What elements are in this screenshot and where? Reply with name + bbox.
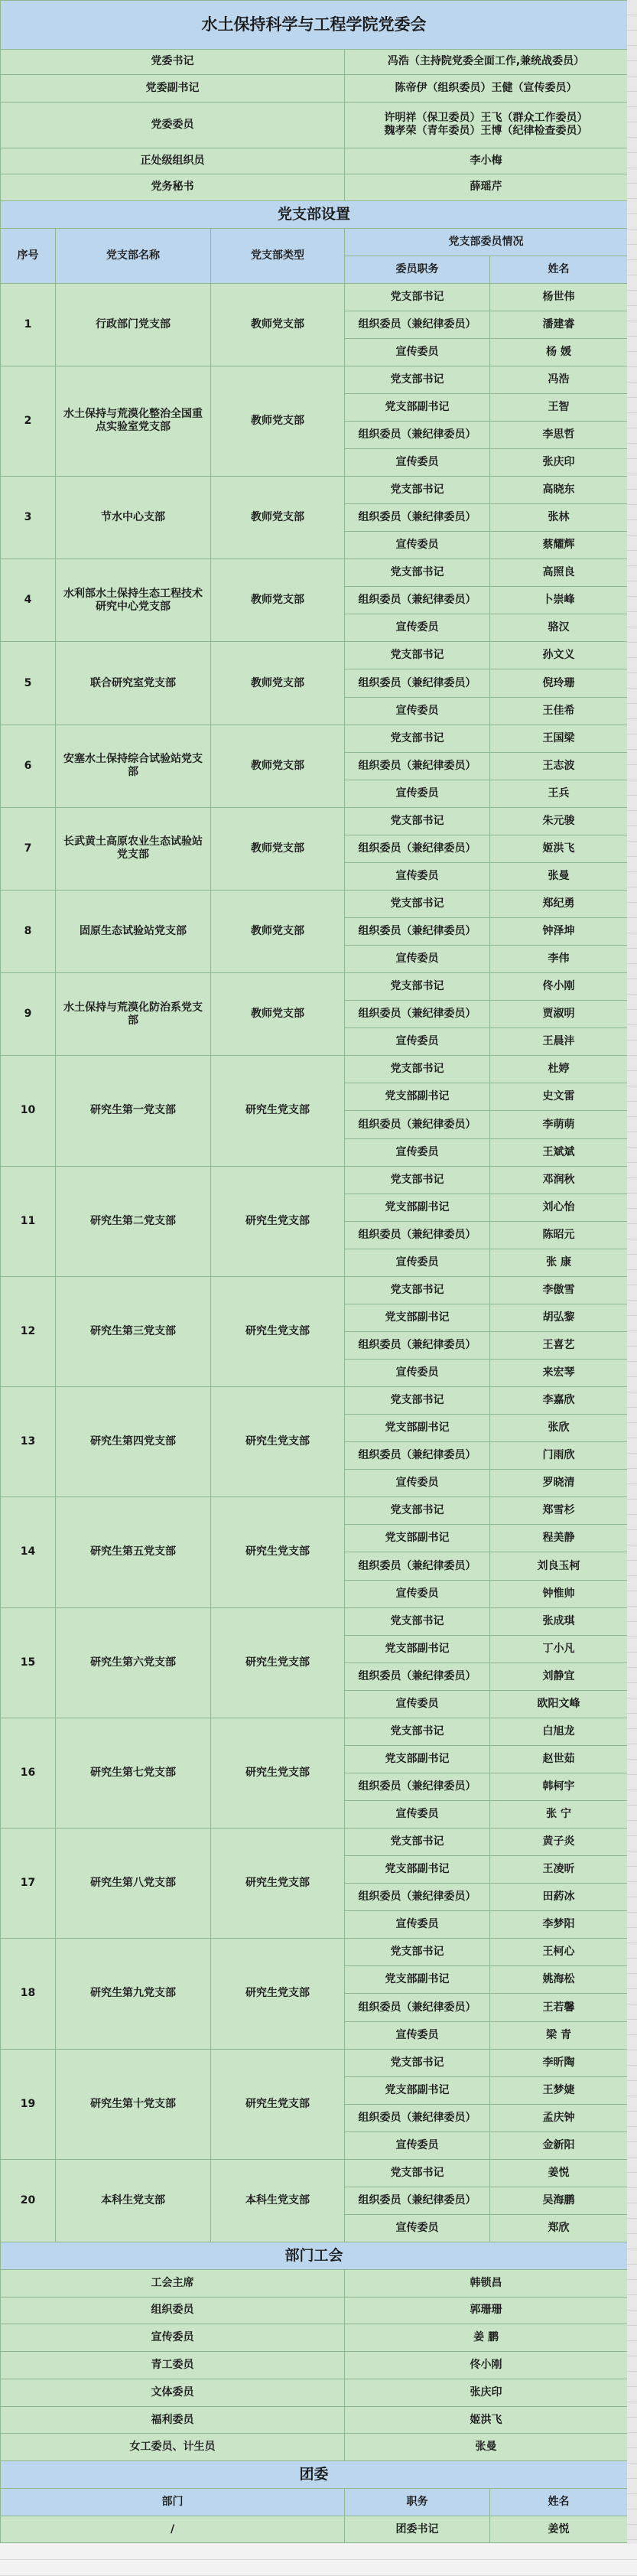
- member-person: 倪玲珊: [490, 669, 628, 697]
- member-person: 贾淑明: [490, 1001, 628, 1028]
- member-person: 欧阳文峰: [490, 1690, 628, 1718]
- member-person: 姜悦: [490, 2159, 628, 2187]
- branch-type: 研究生党支部: [211, 1497, 345, 1607]
- member-person: 高照良: [490, 559, 628, 587]
- branch-type: 教师党支部: [211, 807, 345, 890]
- branch-member-row: [1, 1276, 628, 1304]
- section-row: [1, 2461, 628, 2489]
- branch-member-row: [1, 1829, 628, 1856]
- committee-row: [1, 148, 628, 174]
- branch-type: 研究生党支部: [211, 1718, 345, 1828]
- committee-role: 党委副书记: [1, 75, 345, 103]
- committee-role: 党务秘书: [1, 174, 345, 201]
- member-person: 黄子炎: [490, 1829, 628, 1856]
- branch-member-row: [1, 366, 628, 393]
- branch-no: 19: [1, 2049, 56, 2159]
- header-position: 委员职务: [345, 256, 490, 283]
- branch-name: 长武黄土高原农业生态试验站党支部: [56, 807, 211, 890]
- member-position: 宣传委员: [345, 448, 490, 476]
- member-person: 姚海松: [490, 1966, 628, 1994]
- member-position: 宣传委员: [345, 1028, 490, 1056]
- member-person: 李伟: [490, 946, 628, 973]
- union-person: 姜 鹏: [345, 2324, 628, 2352]
- branch-type: 教师党支部: [211, 366, 345, 476]
- member-person: 张林: [490, 504, 628, 532]
- member-person: 刘心怡: [490, 1194, 628, 1221]
- union-row: [1, 2352, 628, 2379]
- section-row: [1, 2242, 628, 2270]
- member-position: 党支部书记: [345, 890, 490, 917]
- member-position: 组织委员（兼纪律委员）: [345, 1994, 490, 2021]
- member-person: 王智: [490, 393, 628, 421]
- committee-members: [345, 75, 628, 103]
- branch-member-row: [1, 973, 628, 1001]
- branch-name: 本科生党支部: [56, 2159, 211, 2242]
- branch-name: 研究生第十党支部: [56, 2049, 211, 2159]
- union-row: [1, 2324, 628, 2352]
- member-person: 梁 青: [490, 2021, 628, 2049]
- member-position: 宣传委员: [345, 338, 490, 366]
- member-position: 组织委员（兼纪律委员）: [345, 1001, 490, 1028]
- branch-no: 5: [1, 642, 56, 725]
- member-position: 党支部书记: [345, 366, 490, 393]
- union-role: 女工委员、计生员: [1, 2434, 345, 2461]
- member-position: 党支部书记: [345, 2159, 490, 2187]
- member-position: 党支部副书记: [345, 1083, 490, 1111]
- union-row: [1, 2379, 628, 2406]
- branch-name: 研究生第六党支部: [56, 1607, 211, 1718]
- member-position: 党支部书记: [345, 1939, 490, 1966]
- union-row: [1, 2269, 628, 2297]
- member-person: 史文雷: [490, 1083, 628, 1111]
- member-person: 潘建睿: [490, 311, 628, 338]
- branch-section-title: 党支部设置: [1, 201, 628, 229]
- branch-type: 教师党支部: [211, 890, 345, 972]
- committee-members: [345, 174, 628, 201]
- member-person: 杨 媛: [490, 338, 628, 366]
- branch-name: 研究生第五党支部: [56, 1497, 211, 1607]
- committee-members-line: 冯浩（主持院党委全面工作,兼统战委员）: [387, 55, 585, 68]
- branch-no: 10: [1, 1056, 56, 1166]
- member-person: 邓润秋: [490, 1166, 628, 1194]
- member-position: 党支部副书记: [345, 1635, 490, 1663]
- member-person: 郑欣: [490, 2214, 628, 2242]
- header-committee: 党支部委员情况: [345, 229, 628, 256]
- member-position: 组织委员（兼纪律委员）: [345, 2187, 490, 2214]
- committee-members-line: 薛瑶芹: [470, 181, 502, 194]
- union-person: 姬洪飞: [345, 2406, 628, 2434]
- member-position: 党支部书记: [345, 973, 490, 1001]
- member-person: 王志波: [490, 752, 628, 780]
- member-person: 白旭龙: [490, 1718, 628, 1745]
- branch-name: 研究生第三党支部: [56, 1276, 211, 1386]
- committee-members: [345, 103, 628, 148]
- branch-name: 固原生态试验站党支部: [56, 890, 211, 972]
- member-person: 韩柯宇: [490, 1773, 628, 1800]
- member-position: 组织委员（兼纪律委员）: [345, 587, 490, 614]
- title-row: [1, 1, 628, 50]
- branch-name: 研究生第二党支部: [56, 1166, 211, 1276]
- branch-header-row: [1, 229, 628, 256]
- member-person: 张 康: [490, 1249, 628, 1276]
- member-person: 李傲雪: [490, 1276, 628, 1304]
- union-row: [1, 2406, 628, 2434]
- branch-name: 水利部水土保持生态工程技术研究中心党支部: [56, 559, 211, 642]
- member-person: 张 宁: [490, 1801, 628, 1829]
- member-person: 李萌萌: [490, 1111, 628, 1138]
- member-position: 党支部书记: [345, 559, 490, 587]
- member-position: 组织委员（兼纪律委员）: [345, 918, 490, 946]
- member-position: 党支部副书记: [345, 393, 490, 421]
- member-position: 宣传委员: [345, 2021, 490, 2049]
- committee-row: [1, 174, 628, 201]
- member-person: 姬洪飞: [490, 835, 628, 862]
- member-position: 党支部副书记: [345, 2076, 490, 2104]
- member-position: 党支部书记: [345, 1497, 490, 1525]
- member-person: 卜崇峰: [490, 587, 628, 614]
- branch-member-row: [1, 477, 628, 504]
- branch-no: 12: [1, 1276, 56, 1386]
- union-person: 张庆印: [345, 2379, 628, 2406]
- branch-no: 17: [1, 1829, 56, 1939]
- branch-no: 18: [1, 1939, 56, 2049]
- member-position: 宣传委员: [345, 946, 490, 973]
- member-position: 组织委员（兼纪律委员）: [345, 1331, 490, 1359]
- member-person: 佟小刚: [490, 973, 628, 1001]
- branch-no: 6: [1, 725, 56, 807]
- branch-type: 教师党支部: [211, 642, 345, 725]
- union-person: 郭珊珊: [345, 2297, 628, 2324]
- member-person: 冯浩: [490, 366, 628, 393]
- section-row: [1, 201, 628, 229]
- header-branch-name: 党支部名称: [56, 229, 211, 284]
- branch-member-row: [1, 642, 628, 669]
- branch-member-row: [1, 1056, 628, 1083]
- member-person: 王若馨: [490, 1994, 628, 2021]
- member-person: 张庆印: [490, 448, 628, 476]
- member-position: 宣传委员: [345, 532, 490, 559]
- branch-member-row: [1, 559, 628, 587]
- league-header-row: [1, 2488, 628, 2516]
- branch-name: 水土保持与荒漠化整治全国重点实验室党支部: [56, 366, 211, 476]
- member-person: 刘静宜: [490, 1663, 628, 1690]
- branch-type: 研究生党支部: [211, 1056, 345, 1166]
- member-person: 骆汉: [490, 614, 628, 642]
- member-person: 丁小凡: [490, 1635, 628, 1663]
- member-person: 吴海鹏: [490, 2187, 628, 2214]
- member-person: 王晨沣: [490, 1028, 628, 1056]
- member-position: 党支部书记: [345, 283, 490, 311]
- member-person: 钟泽坤: [490, 918, 628, 946]
- branch-member-row: [1, 1939, 628, 1966]
- member-position: 宣传委员: [345, 780, 490, 807]
- branch-no: 7: [1, 807, 56, 890]
- header-no: 序号: [1, 229, 56, 284]
- member-person: 高晓东: [490, 477, 628, 504]
- branch-type: 教师党支部: [211, 559, 345, 642]
- member-position: 宣传委员: [345, 1801, 490, 1829]
- member-position: 党支部书记: [345, 477, 490, 504]
- union-role: 宣传委员: [1, 2324, 345, 2352]
- branch-type: 研究生党支部: [211, 1166, 345, 1276]
- committee-members-line: 李小梅: [470, 154, 502, 167]
- branch-member-row: [1, 2159, 628, 2187]
- union-row: [1, 2434, 628, 2461]
- branch-name: 安塞水土保持综合试验站党支部: [56, 725, 211, 807]
- member-position: 党支部副书记: [345, 1194, 490, 1221]
- member-position: 党支部书记: [345, 1276, 490, 1304]
- member-position: 党支部书记: [345, 1829, 490, 1856]
- league-row: [1, 2516, 628, 2543]
- branch-type: 研究生党支部: [211, 1387, 345, 1497]
- member-position: 组织委员（兼纪律委员）: [345, 1773, 490, 1800]
- member-position: 党支部书记: [345, 1718, 490, 1745]
- committee-role: 党委书记: [1, 49, 345, 75]
- member-person: 王凌昕: [490, 1856, 628, 1884]
- branch-member-row: [1, 1607, 628, 1635]
- branch-type: 研究生党支部: [211, 1607, 345, 1718]
- union-role: 工会主席: [1, 2269, 345, 2297]
- member-position: 宣传委员: [345, 2214, 490, 2242]
- union-person: 韩锁昌: [345, 2269, 628, 2297]
- branch-member-row: [1, 283, 628, 311]
- member-position: 党支部副书记: [345, 1525, 490, 1552]
- member-person: 郑雪杉: [490, 1497, 628, 1525]
- grid-margin-right: [627, 0, 637, 2576]
- branch-no: 14: [1, 1497, 56, 1607]
- member-position: 宣传委员: [345, 697, 490, 725]
- grid-margin-bottom: [0, 2544, 637, 2576]
- branch-type: 教师党支部: [211, 283, 345, 366]
- member-position: 组织委员（兼纪律委员）: [345, 1663, 490, 1690]
- branch-no: 11: [1, 1166, 56, 1276]
- branch-type: 本科生党支部: [211, 2159, 345, 2242]
- member-position: 组织委员（兼纪律委员）: [345, 1111, 490, 1138]
- member-person: 李思哲: [490, 421, 628, 448]
- member-position: 组织委员（兼纪律委员）: [345, 504, 490, 532]
- branch-member-row: [1, 1718, 628, 1745]
- committee-row: [1, 49, 628, 75]
- member-position: 党支部书记: [345, 807, 490, 835]
- branch-no: 15: [1, 1607, 56, 1718]
- member-position: 党支部副书记: [345, 1304, 490, 1331]
- member-position: 组织委员（兼纪律委员）: [345, 1221, 490, 1249]
- member-person: 王斌斌: [490, 1138, 628, 1166]
- member-person: 张成琪: [490, 1607, 628, 1635]
- member-person: 孙文义: [490, 642, 628, 669]
- branch-member-row: [1, 1387, 628, 1415]
- branch-name: 研究生第四党支部: [56, 1387, 211, 1497]
- branch-name: 研究生第一党支部: [56, 1056, 211, 1166]
- branch-name: 节水中心支部: [56, 477, 211, 559]
- member-person: 孟庆钟: [490, 2104, 628, 2131]
- branch-type: 研究生党支部: [211, 2049, 345, 2159]
- member-position: 党支部副书记: [345, 1966, 490, 1994]
- member-position: 组织委员（兼纪律委员）: [345, 1884, 490, 1911]
- union-section-title: 部门工会: [1, 2242, 628, 2270]
- member-person: 胡弘黎: [490, 1304, 628, 1331]
- member-position: 宣传委员: [345, 1911, 490, 1939]
- member-person: 蔡耀辉: [490, 532, 628, 559]
- branch-name: 研究生第九党支部: [56, 1939, 211, 2049]
- member-position: 组织委员（兼纪律委员）: [345, 669, 490, 697]
- league-section-title: 团委: [1, 2461, 628, 2489]
- member-position: 宣传委员: [345, 614, 490, 642]
- branch-no: 20: [1, 2159, 56, 2242]
- member-person: 张欣: [490, 1415, 628, 1442]
- member-position: 组织委员（兼纪律委员）: [345, 1442, 490, 1470]
- member-position: 党支部副书记: [345, 1856, 490, 1884]
- committee-members-line: 许明祥（保卫委员）王飞（群众工作委员）: [384, 112, 588, 125]
- branch-no: 1: [1, 283, 56, 366]
- member-person: 王国梁: [490, 725, 628, 752]
- member-position: 党支部书记: [345, 642, 490, 669]
- union-role: 文体委员: [1, 2379, 345, 2406]
- branch-name: 行政部门党支部: [56, 283, 211, 366]
- member-position: 组织委员（兼纪律委员）: [345, 1552, 490, 1580]
- member-position: 党支部书记: [345, 1056, 490, 1083]
- member-person: 田葯冰: [490, 1884, 628, 1911]
- member-position: 组织委员（兼纪律委员）: [345, 2104, 490, 2131]
- member-position: 组织委员（兼纪律委员）: [345, 752, 490, 780]
- committee-role: 正处级组织员: [1, 148, 345, 174]
- member-person: 王佳希: [490, 697, 628, 725]
- member-position: 党支部书记: [345, 1607, 490, 1635]
- union-person: 张曼: [345, 2434, 628, 2461]
- member-position: 宣传委员: [345, 1470, 490, 1497]
- member-position: 党支部副书记: [345, 1745, 490, 1773]
- branch-member-row: [1, 725, 628, 752]
- member-person: 陈昭元: [490, 1221, 628, 1249]
- member-person: 程美静: [490, 1525, 628, 1552]
- member-person: 张曼: [490, 862, 628, 890]
- league-header-position: 职务: [345, 2488, 490, 2516]
- branch-name: 联合研究室党支部: [56, 642, 211, 725]
- member-person: 钟惟帅: [490, 1580, 628, 1607]
- committee-row: [1, 75, 628, 103]
- header-branch-type: 党支部类型: [211, 229, 345, 284]
- branch-member-row: [1, 1497, 628, 1525]
- committee-members: [345, 148, 628, 174]
- branch-type: 教师党支部: [211, 973, 345, 1056]
- branch-name: 水土保持与荒漠化防治系党支部: [56, 973, 211, 1056]
- branch-type: 研究生党支部: [211, 1939, 345, 2049]
- committee-role: 党委委员: [1, 103, 345, 148]
- committee-members-line: 陈帝伊（组织委员）王健（宣传委员）: [395, 82, 577, 95]
- union-role: 福利委员: [1, 2406, 345, 2434]
- member-position: 宣传委员: [345, 1690, 490, 1718]
- league-header-dept: 部门: [1, 2488, 345, 2516]
- member-person: 王兵: [490, 780, 628, 807]
- member-person: 门雨欣: [490, 1442, 628, 1470]
- member-position: 宣传委员: [345, 862, 490, 890]
- branch-no: 4: [1, 559, 56, 642]
- member-person: 王柯心: [490, 1939, 628, 1966]
- branch-no: 3: [1, 477, 56, 559]
- union-role: 组织委员: [1, 2297, 345, 2324]
- league-header-person: 姓名: [490, 2488, 628, 2516]
- page-title: 水土保持科学与工程学院党委会: [1, 1, 628, 50]
- branch-type: 教师党支部: [211, 477, 345, 559]
- member-person: 朱元骏: [490, 807, 628, 835]
- member-position: 宣传委员: [345, 1138, 490, 1166]
- branch-no: 9: [1, 973, 56, 1056]
- member-position: 组织委员（兼纪律委员）: [345, 421, 490, 448]
- member-position: 宣传委员: [345, 1360, 490, 1387]
- member-person: 杨世伟: [490, 283, 628, 311]
- member-person: 李嘉欣: [490, 1387, 628, 1415]
- committee-row: [1, 103, 628, 148]
- member-position: 党支部书记: [345, 1166, 490, 1194]
- union-person: 佟小刚: [345, 2352, 628, 2379]
- member-position: 宣传委员: [345, 1249, 490, 1276]
- committee-members: [345, 49, 628, 75]
- member-person: 王梦婕: [490, 2076, 628, 2104]
- member-person: 杜婷: [490, 1056, 628, 1083]
- union-role: 青工委员: [1, 2352, 345, 2379]
- member-position: 党支部书记: [345, 725, 490, 752]
- branch-name: 研究生第七党支部: [56, 1718, 211, 1828]
- member-position: 组织委员（兼纪律委员）: [345, 311, 490, 338]
- member-person: 李昕陶: [490, 2049, 628, 2076]
- branch-member-row: [1, 890, 628, 917]
- branch-member-row: [1, 807, 628, 835]
- committee-members-line: 魏孝荣（青年委员）王博（纪律检查委员）: [384, 125, 588, 138]
- member-position: 宣传委员: [345, 2131, 490, 2159]
- league-position: 团委书记: [345, 2516, 490, 2543]
- member-position: 党支部副书记: [345, 1415, 490, 1442]
- member-person: 赵世茹: [490, 1745, 628, 1773]
- branch-no: 13: [1, 1387, 56, 1497]
- member-position: 组织委员（兼纪律委员）: [345, 835, 490, 862]
- member-person: 王喜艺: [490, 1331, 628, 1359]
- member-person: 郑纪勇: [490, 890, 628, 917]
- branch-name: 研究生第八党支部: [56, 1829, 211, 1939]
- union-row: [1, 2297, 628, 2324]
- member-position: 党支部书记: [345, 2049, 490, 2076]
- member-person: 罗晓清: [490, 1470, 628, 1497]
- header-person: 姓名: [490, 256, 628, 283]
- member-person: 来宏琴: [490, 1360, 628, 1387]
- branch-member-row: [1, 2049, 628, 2076]
- branch-member-row: [1, 1166, 628, 1194]
- member-person: 刘良玉柯: [490, 1552, 628, 1580]
- branch-no: 16: [1, 1718, 56, 1828]
- branch-type: 教师党支部: [211, 725, 345, 807]
- branch-no: 2: [1, 366, 56, 476]
- branch-type: 研究生党支部: [211, 1276, 345, 1386]
- league-dept: /: [1, 2516, 345, 2543]
- member-person: 李梦阳: [490, 1911, 628, 1939]
- branch-type: 研究生党支部: [211, 1829, 345, 1939]
- member-person: 金新阳: [490, 2131, 628, 2159]
- member-position: 党支部书记: [345, 1387, 490, 1415]
- league-person: 姜悦: [490, 2516, 628, 2543]
- member-position: 宣传委员: [345, 1580, 490, 1607]
- branch-no: 8: [1, 890, 56, 972]
